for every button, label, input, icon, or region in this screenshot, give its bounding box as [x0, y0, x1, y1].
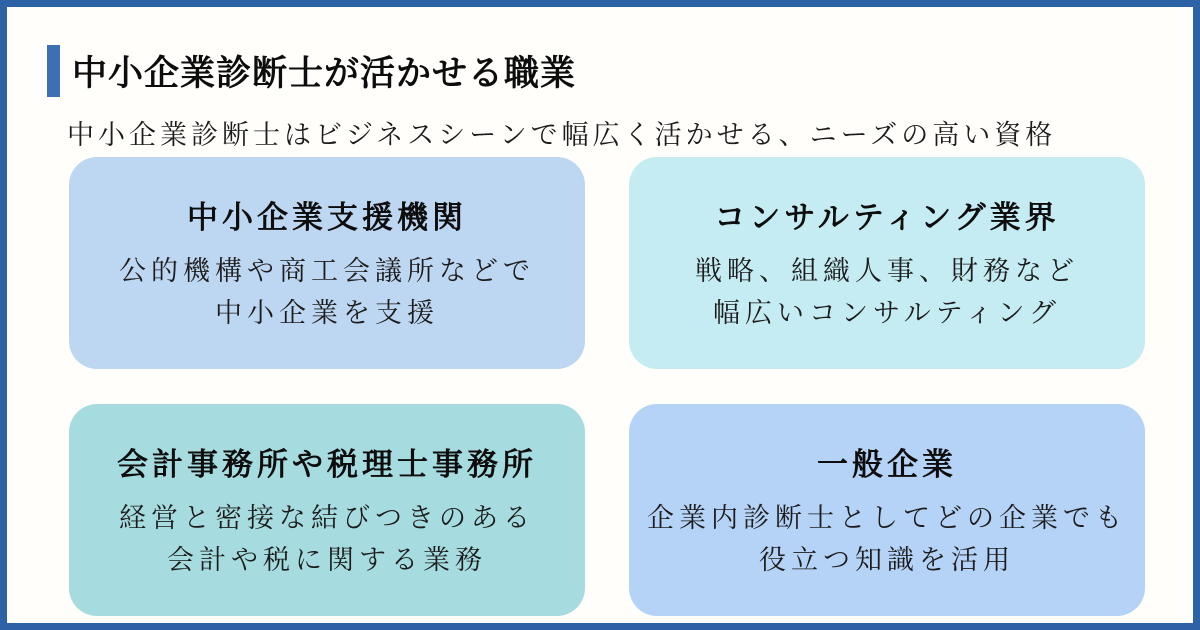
- card-description-line: 経営と密接な結びつきのある: [119, 502, 535, 533]
- page-subtitle: 中小企業診断士はビジネスシーンで幅広く活かせる、ニーズの高い資格: [67, 120, 1057, 150]
- card-general-company: [629, 404, 1145, 616]
- card-description-line: 公的機構や商工会議所などで: [119, 255, 535, 286]
- card-title: 中小企業支援機関: [187, 199, 467, 235]
- title-accent-bar: [47, 45, 60, 97]
- card-description-line: 戦略、組織人事、財務など: [695, 255, 1079, 286]
- header: [47, 45, 576, 97]
- card-description-line: 会計や税に関する業務: [167, 544, 487, 575]
- card-consulting-industry: [629, 157, 1145, 369]
- card-accounting-tax-office: [69, 404, 585, 616]
- card-title: 一般企業: [817, 446, 957, 482]
- card-sme-support-agency: [69, 157, 585, 369]
- card-description-line: 中小企業を支援: [215, 297, 439, 328]
- card-title: 会計事務所や税理士事務所: [117, 446, 537, 482]
- job-cards-grid: [69, 157, 1145, 616]
- card-description-line: 幅広いコンサルティング: [713, 297, 1061, 328]
- page-title: 中小企業診断士が活かせる職業: [72, 54, 577, 93]
- card-title: コンサルティング業界: [714, 199, 1060, 235]
- card-description-line: 企業内診断士としてどの企業でも: [647, 502, 1127, 533]
- card-description-line: 役立つ知識を活用: [759, 544, 1015, 575]
